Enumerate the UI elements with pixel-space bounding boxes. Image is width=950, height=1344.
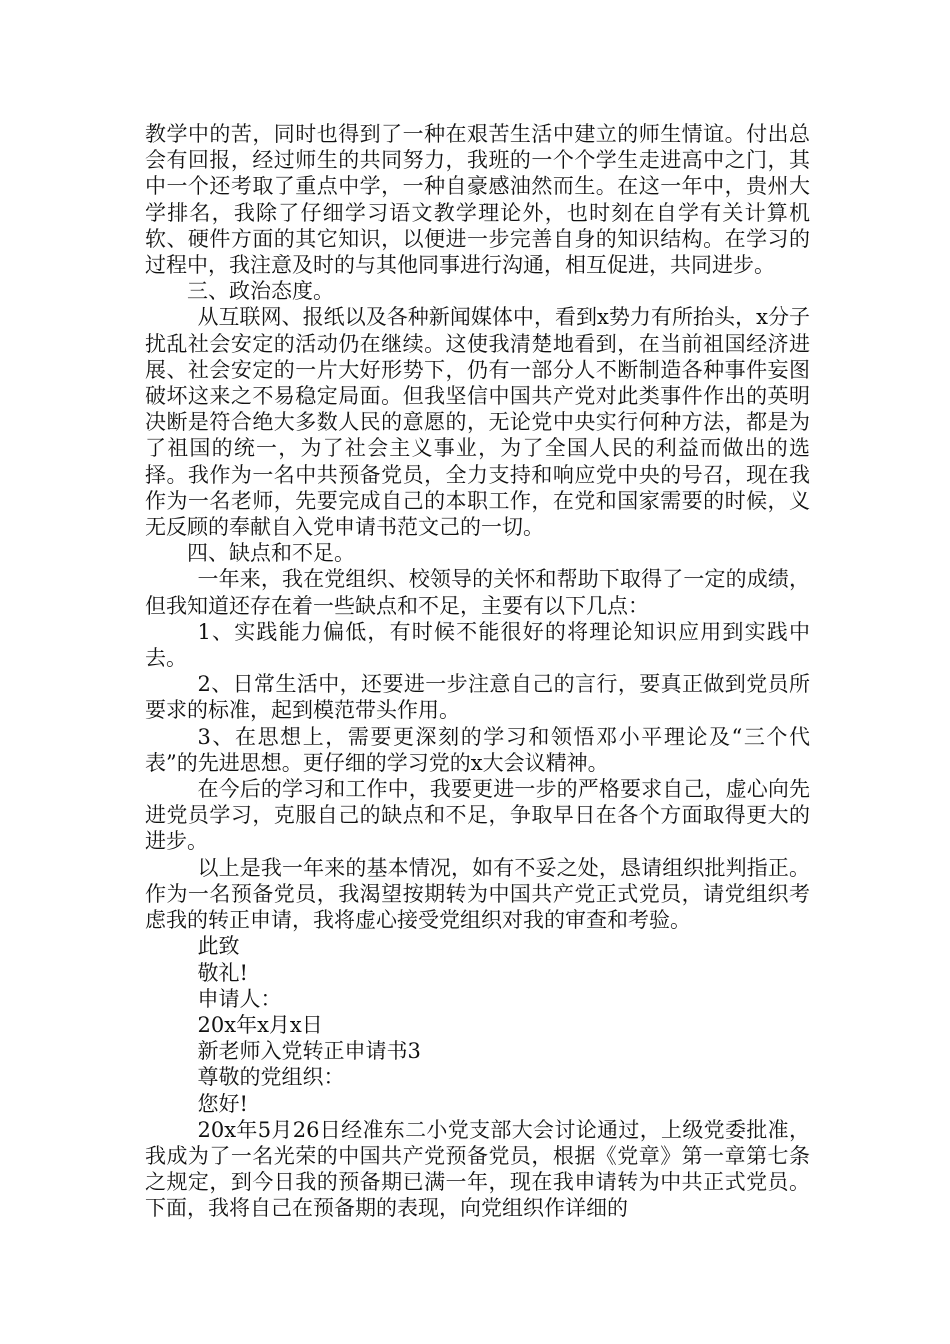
greeting-hello: 您好! xyxy=(197,1091,248,1116)
heading-shortcomings: 四、缺点和不足。 xyxy=(187,541,355,566)
paragraph-teaching-summary: 教学中的苦，同时也得到了一种在艰苦生活中建立的师生情谊。付出总会有回报，经过师生的共同努力，我班的一个个学生走进高中之门，其中一个还考取了重点中学，一种自豪感油然而生。在这一年中，贵州大学排名，我除了仔细学习语文教学理论外，也时刻在自学有关计算机软、硬件方面的其它知识，以便进一步完善自身的知识结构。在学习的过程中，我注意及时的与其他同事进行沟通，相互促进，共同进步。 xyxy=(145,122,810,278)
document-page xyxy=(145,121,810,1222)
closing-salutation: 此致 xyxy=(197,934,240,959)
paragraph-conclusion: 以上是我一年来的基本情况，如有不妥之处，恳请组织批判指正。作为一名预备党员，我渴望按期转为中国共产党正式党员，请党组织考虑我的转正申请，我将虚心接受党组织对我的审查和考验。 xyxy=(145,855,810,933)
date-line: 20x年x月x日 xyxy=(197,1012,323,1037)
paragraph-shortcomings-intro: 一年来，我在党组织、校领导的关怀和帮助下取得了一定的成绩，但我知道还存在着一些缺点和不足，主要有以下几点： xyxy=(145,567,810,618)
section-title-application-3: 新老师入党转正申请书3 xyxy=(197,1039,421,1064)
list-item-shortcoming-3: 3、在思想上，需要更深刻的学习和领悟邓小平理论及“三个代表”的先进思想。更仔细的学习党的x大会议精神。 xyxy=(145,724,810,775)
heading-political-attitude: 三、政治态度。 xyxy=(187,279,334,304)
greeting-addressee: 尊敬的党组织： xyxy=(197,1065,345,1090)
paragraph-future-plan: 在今后的学习和工作中，我要更进一步的严格要求自己，虚心向先进党员学习，克服自己的缺点和不足，争取早日在各个方面取得更大的进步。 xyxy=(145,777,810,854)
list-item-shortcoming-2: 2、日常生活中，还要进一步注意自己的言行，要真正做到党员所要求的标准，起到模范带头作用。 xyxy=(145,672,810,723)
applicant-label: 申请人： xyxy=(197,986,282,1011)
paragraph-application-3-body: 20x年5月26日经准东二小党支部大会讨论通过，上级党委批准，我成为了一名光荣的中国共产党预备党员，根据《党章》第一章第七条之规定，到今日我的预备期已满一年，现在我申请转为中共正式党员。下面，我将自己在预备期的表现，向党组织作详细的 xyxy=(145,1117,810,1221)
paragraph-political-attitude: 从互联网、报纸以及各种新闻媒体中，看到x势力有所抬头，x分子扰乱社会安定的活动仍在继续。这使我清楚地看到，在当前祖国经济进展、社会安定的一片大好形势下，仍有一部分人不断制造各种事件妄图破坏这来之不易稳定局面。但我坚信中国共产党对此类事件作出的英明决断是符合绝大多数人民的意愿的，无论党中央实行何种方法，都是为了祖国的统一，为了社会主义事业，为了全国人民的利益而做出的选择。我作为一名中共预备党员，全力支持和响应党中央的号召，现在我作为一名老师，先要完成自己的本职工作，在党和国家需要的时候，义无反顾的奉献自入党申请书范文己的一切。 xyxy=(145,305,810,540)
list-item-shortcoming-1: 1、实践能力偏低，有时候不能很好的将理论知识应用到实践中去。 xyxy=(145,619,810,671)
closing-regards: 敬礼! xyxy=(197,960,248,985)
